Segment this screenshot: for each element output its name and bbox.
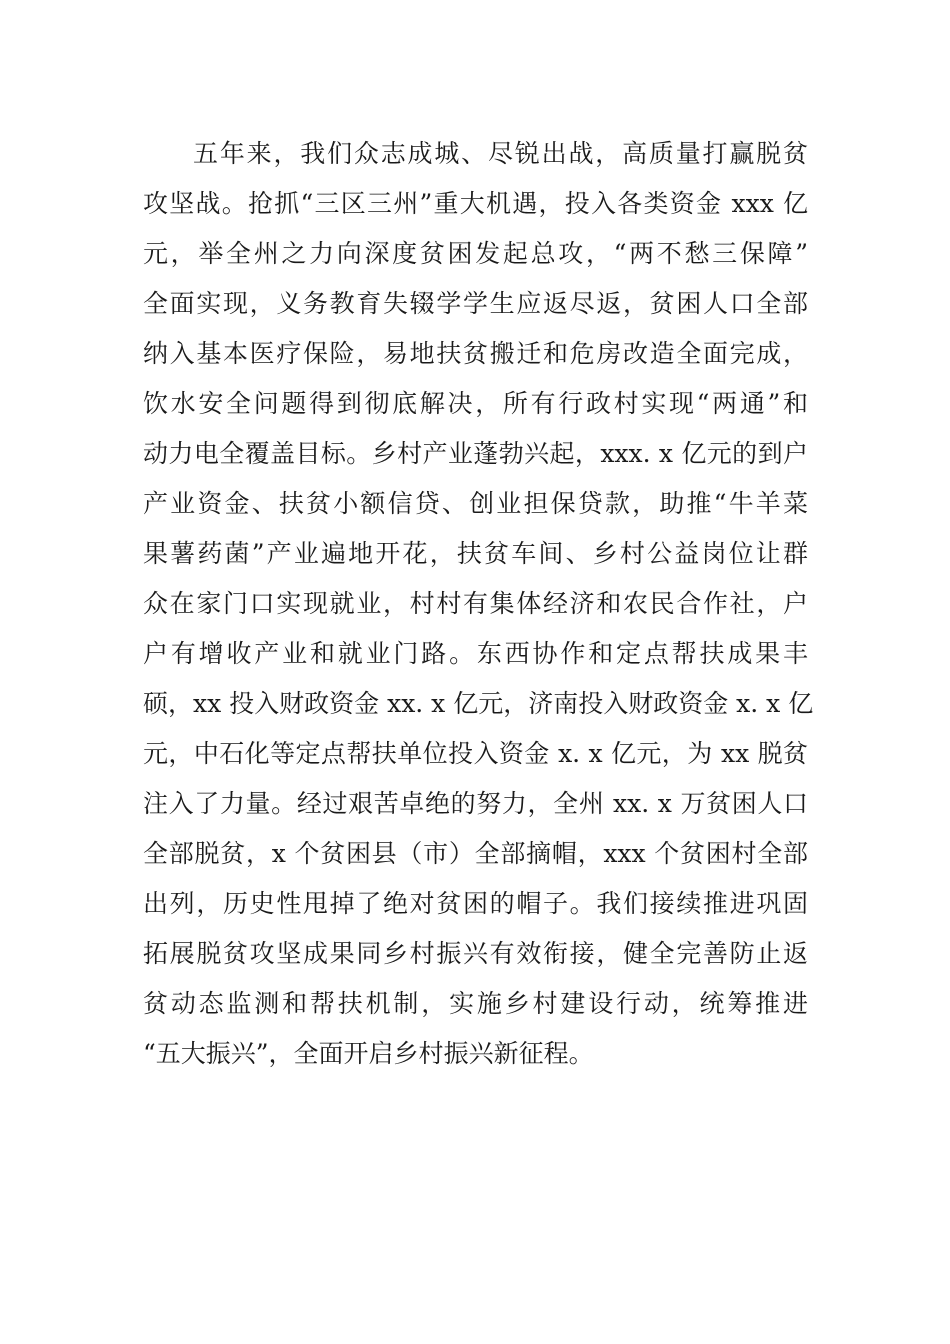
paragraph-line: 贫动态监测和帮扶机制，实施乡村建设行动，统筹推进 bbox=[143, 989, 808, 1018]
paragraph-line: 果薯药菌”产业遍地开花，扶贫车间、乡村公益岗位让群 bbox=[143, 539, 808, 568]
paragraph-line: 硕，xx 投入财政资金 xx. x 亿元，济南投入财政资金 x. x 亿 bbox=[143, 689, 814, 718]
paragraph-line: 出列，历史性甩掉了绝对贫困的帽子。我们接续推进巩固 bbox=[143, 889, 808, 918]
paragraph-line: 拓展脱贫攻坚成果同乡村振兴有效衔接，健全完善防止返 bbox=[143, 939, 808, 968]
paragraph-line: 全面实现，义务教育失辍学学生应返尽返，贫困人口全部 bbox=[143, 289, 808, 318]
paragraph-line: 全部脱贫，x 个贫困县（市）全部摘帽，xxx 个贫困村全部 bbox=[143, 839, 808, 868]
paragraph-line: 元，中石化等定点帮扶单位投入资金 x. x 亿元，为 xx 脱贫 bbox=[143, 739, 808, 768]
paragraph-line: “五大振兴”，全面开启乡村振兴新征程。 bbox=[143, 1039, 594, 1068]
paragraph-line: 五年来，我们众志成城、尽锐出战，高质量打赢脱贫 bbox=[193, 139, 808, 168]
paragraph-line: 纳入基本医疗保险，易地扶贫搬迁和危房改造全面完成， bbox=[143, 339, 808, 368]
paragraph-line: 饮水安全问题得到彻底解决，所有行政村实现“两通”和 bbox=[143, 389, 808, 418]
paragraph-line: 众在家门口实现就业，村村有集体经济和农民合作社，户 bbox=[143, 589, 808, 618]
paragraph-line: 元，举全州之力向深度贫困发起总攻，“两不愁三保障” bbox=[143, 239, 808, 268]
paragraph-line: 产业资金、扶贫小额信贷、创业担保贷款，助推“牛羊菜 bbox=[143, 489, 808, 518]
paragraph-line: 攻坚战。抢抓“三区三州”重大机遇，投入各类资金 xxx 亿 bbox=[143, 189, 808, 218]
paragraph-line: 注入了力量。经过艰苦卓绝的努力，全州 xx. x 万贫困人口 bbox=[143, 789, 808, 818]
paragraph-line: 动力电全覆盖目标。乡村产业蓬勃兴起，xxx. x 亿元的到户 bbox=[143, 439, 808, 468]
body-paragraph bbox=[143, 129, 814, 1079]
paragraph-line: 户有增收产业和就业门路。东西协作和定点帮扶成果丰 bbox=[143, 639, 808, 668]
